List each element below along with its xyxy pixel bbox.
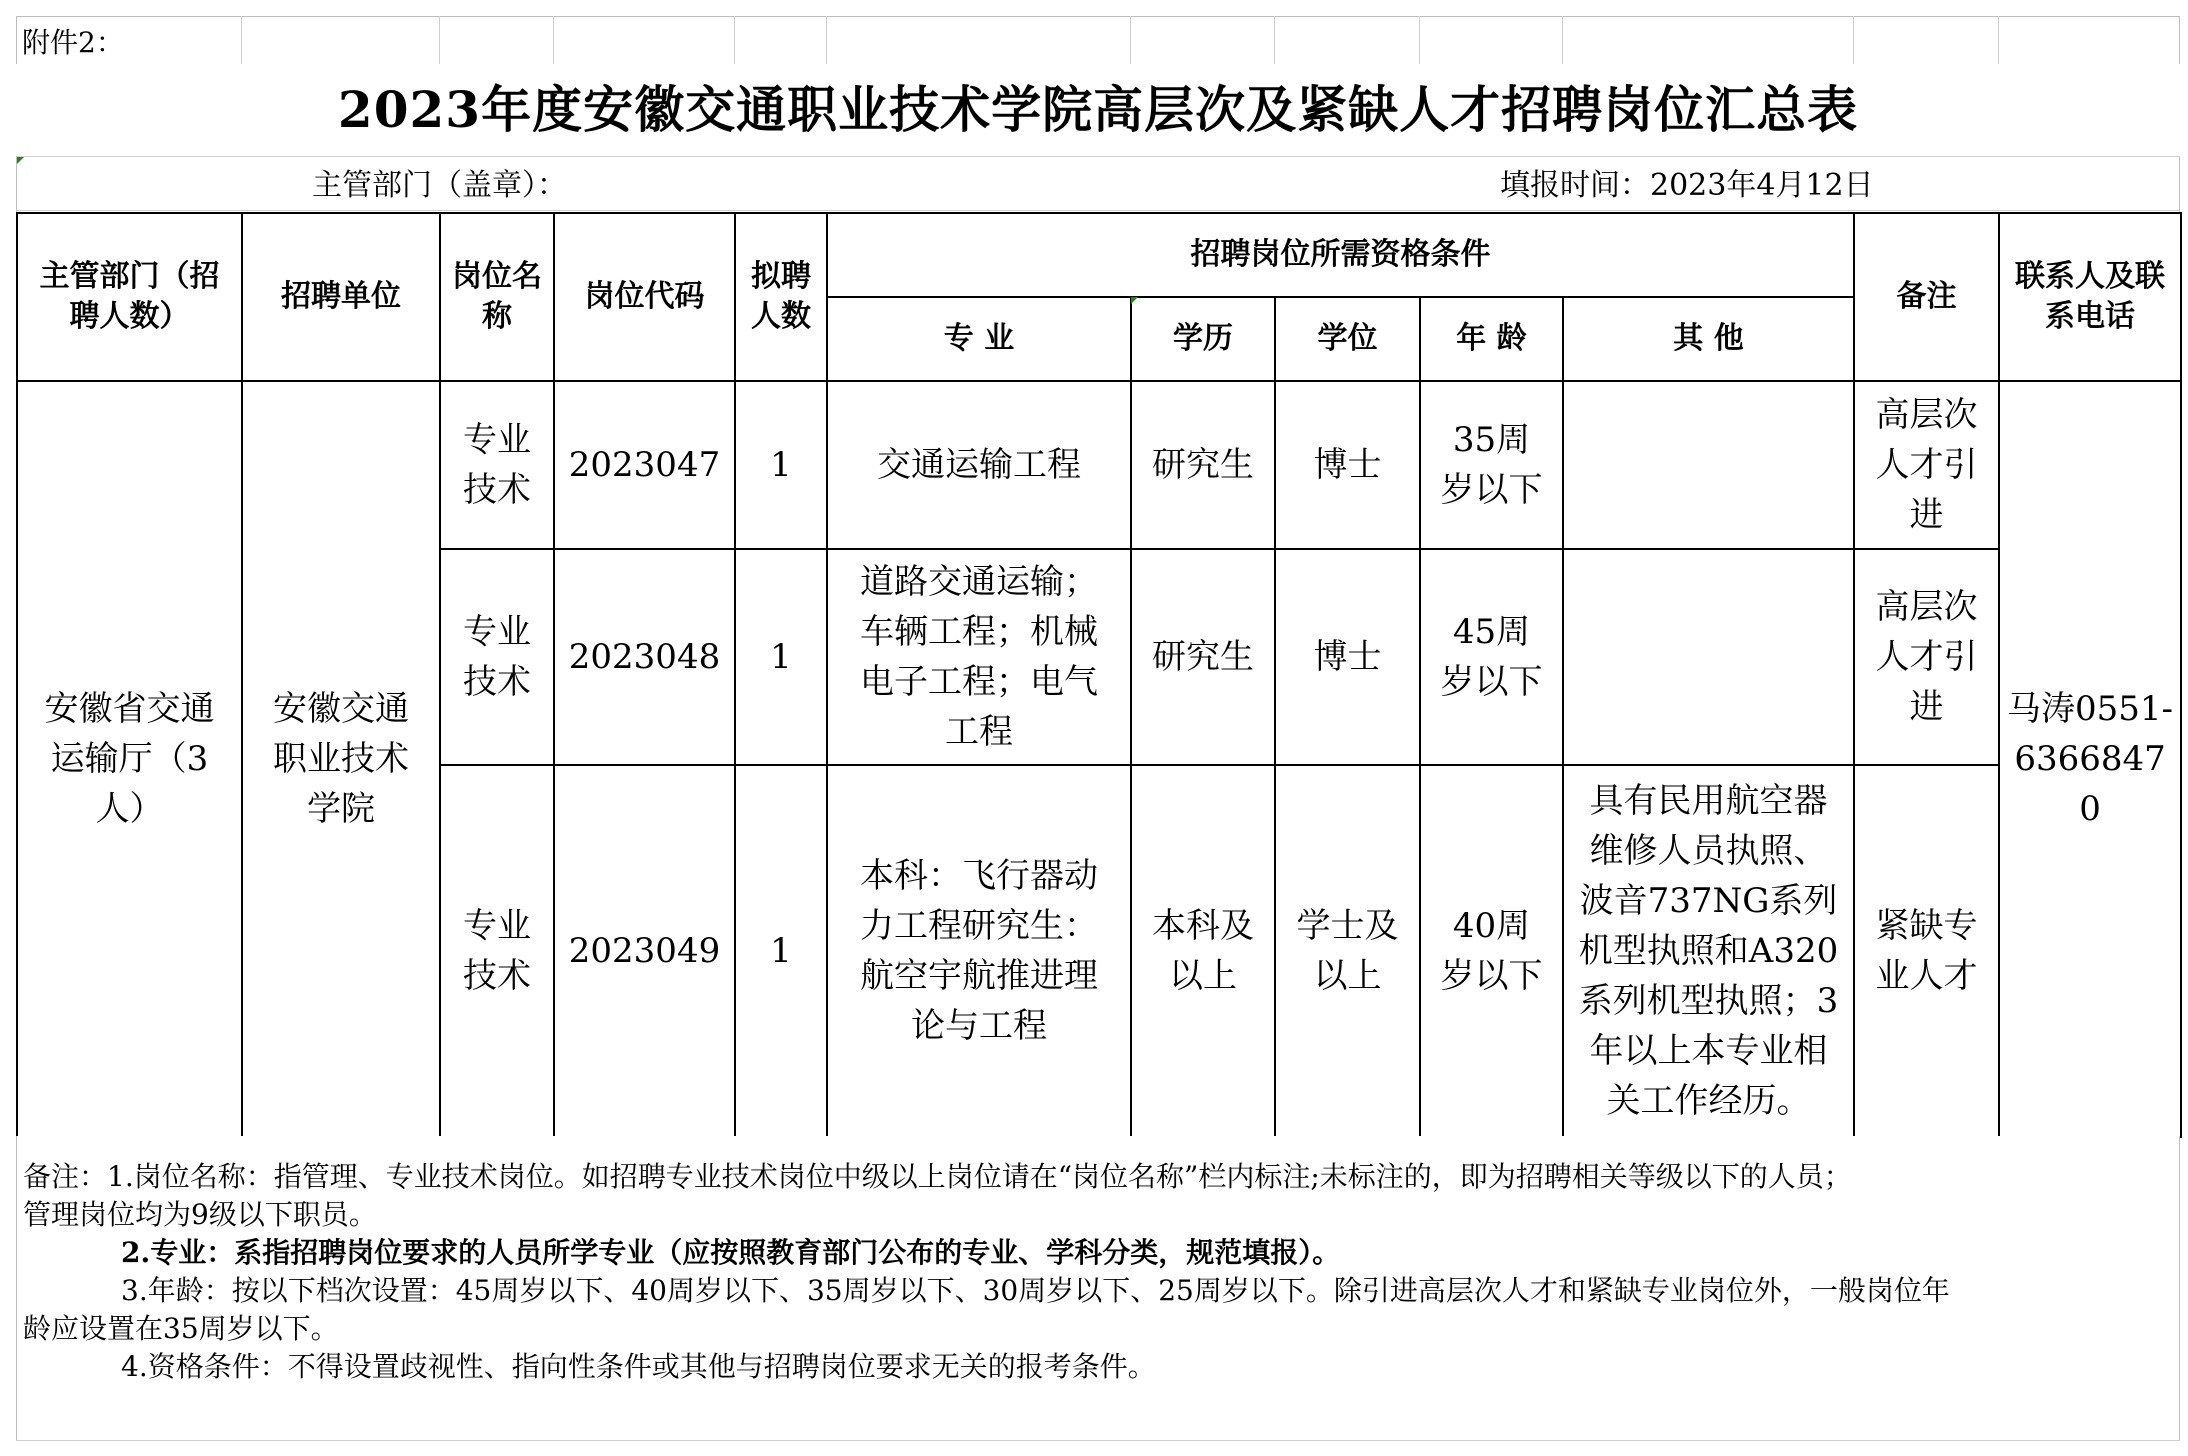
post-code-cell: 2023049 xyxy=(554,765,735,1137)
header-dept: 主管部门（招聘人数） xyxy=(17,213,242,381)
remark-cell: 高层次人才引进 xyxy=(1854,549,1999,765)
age-cell: 40周岁以下 xyxy=(1420,765,1563,1137)
dept-cell: 安徽省交通运输厅（3人） xyxy=(17,381,242,1137)
grid-line xyxy=(241,16,242,64)
grid-line xyxy=(553,16,554,64)
header-age: 年 龄 xyxy=(1420,297,1563,381)
attachment-label: 附件2： xyxy=(22,22,130,64)
post-name-cell: 专业技术 xyxy=(440,381,554,549)
post-name-cell: 专业技术 xyxy=(440,549,554,765)
header-education: 学历 xyxy=(1131,297,1275,381)
header-contact: 联系人及联系电话 xyxy=(1999,213,2181,381)
age-cell: 35周岁以下 xyxy=(1420,381,1563,549)
header-planned: 拟聘人数 xyxy=(735,213,827,381)
note-line: 3.年龄：按以下档次设置：45周岁以下、40周岁以下、35周岁以下、30周岁以下、25周岁以下。除引进高层次人才和紧缺专业岗位外，一般岗位年 xyxy=(121,1274,1950,1307)
post-name-cell: 专业技术 xyxy=(440,765,554,1137)
education-cell: 本科及以上 xyxy=(1131,765,1275,1137)
notes-section xyxy=(16,1136,2180,1440)
grid-line xyxy=(16,1440,2180,1441)
recruitment-table xyxy=(16,212,2182,1138)
major-cell: 交通运输工程 xyxy=(827,381,1131,549)
planned-cell: 1 xyxy=(735,549,827,765)
grid-line xyxy=(826,16,827,64)
grid-line xyxy=(16,156,2180,157)
grid-line xyxy=(1998,16,1999,64)
competent-dept-label: 主管部门（盖章）： xyxy=(312,162,567,210)
grid-line xyxy=(439,16,440,64)
page-title: 2023年度安徽交通职业技术学院高层次及紧缺人才招聘岗位汇总表 xyxy=(16,64,2180,156)
degree-cell: 学士及以上 xyxy=(1275,765,1420,1137)
grid-line xyxy=(1419,16,1420,64)
grid-line xyxy=(1130,16,1131,64)
remark-cell: 紧缺专业人才 xyxy=(1854,765,1999,1137)
age-cell: 45周岁以下 xyxy=(1420,549,1563,765)
header-post-name: 岗位名称 xyxy=(440,213,554,381)
contact-cell: 马涛0551-63668470 xyxy=(1999,381,2181,1137)
header-major: 专 业 xyxy=(827,297,1131,381)
unit-cell: 安徽交通职业技术学院 xyxy=(242,381,440,1137)
education-cell: 研究生 xyxy=(1131,381,1275,549)
other-cell xyxy=(1563,381,1854,549)
note-line: 4.资格条件：不得设置歧视性、指向性条件或其他与招聘岗位要求无关的报考条件。 xyxy=(121,1350,1156,1383)
fill-date-label: 填报时间：2023年4月12日 xyxy=(1500,162,1874,210)
grid-line xyxy=(734,16,735,64)
note-line: 2.专业：系指招聘岗位要求的人员所学专业（应按照教育部门公布的专业、学科分类，规范填报）。 xyxy=(121,1236,1341,1269)
education-cell: 研究生 xyxy=(1131,549,1275,765)
degree-cell: 博士 xyxy=(1275,381,1420,549)
post-code-cell: 2023047 xyxy=(554,381,735,549)
grid-line xyxy=(1274,16,1275,64)
header-other: 其 他 xyxy=(1563,297,1854,381)
note-line: 管理岗位均为9级以下职员。 xyxy=(23,1198,377,1231)
grid-line xyxy=(16,210,2180,211)
header-qualifications: 招聘岗位所需资格条件 xyxy=(827,213,1854,297)
table-row xyxy=(17,381,2181,549)
other-cell: 具有民用航空器维修人员执照、波音737NG系列机型执照和A320系列机型执照；3年以上本专业相关工作经历。 xyxy=(1563,765,1854,1137)
cell-marker xyxy=(17,157,24,164)
post-code-cell: 2023048 xyxy=(554,549,735,765)
other-cell xyxy=(1563,549,1854,765)
degree-cell: 博士 xyxy=(1275,549,1420,765)
cell-marker xyxy=(1131,297,1138,304)
header-post-code: 岗位代码 xyxy=(554,213,735,381)
header-remark: 备注 xyxy=(1854,213,1999,381)
note-line: 龄应设置在35周岁以下。 xyxy=(23,1312,339,1345)
major-cell: 道路交通运输；车辆工程；机械电子工程；电气工程 xyxy=(827,549,1131,765)
planned-cell: 1 xyxy=(735,765,827,1137)
planned-cell: 1 xyxy=(735,381,827,549)
major-cell: 本科：飞行器动力工程研究生：航空宇航推进理论与工程 xyxy=(827,765,1131,1137)
grid-line xyxy=(1853,16,1854,64)
remark-cell: 高层次人才引进 xyxy=(1854,381,1999,549)
grid-line xyxy=(1562,16,1563,64)
header-unit: 招聘单位 xyxy=(242,213,440,381)
header-degree: 学位 xyxy=(1275,297,1420,381)
note-line: 备注：1.岗位名称：指管理、专业技术岗位。如招聘专业技术岗位中级以上岗位请在“岗位名称”栏内标注;未标注的，即为招聘相关等级以下的人员； xyxy=(23,1160,1852,1193)
